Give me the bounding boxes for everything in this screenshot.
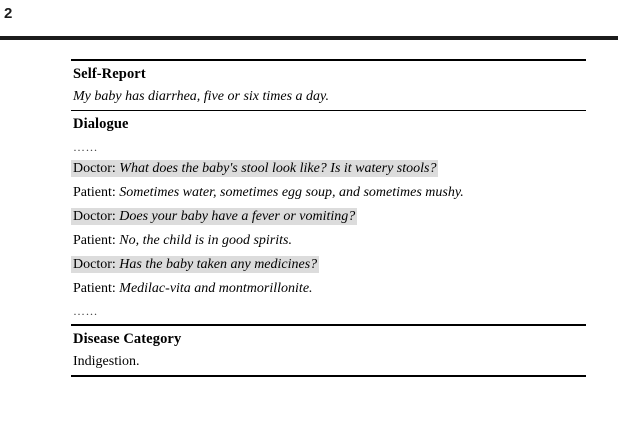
dialogue-turn	[71, 229, 586, 253]
disease-category-text: Indigestion.	[73, 354, 140, 369]
dialogue-turn-bubble	[71, 208, 357, 225]
dialogue-speaker-label: Patient	[73, 185, 112, 200]
dialogue-speaker-separator: :	[111, 209, 116, 224]
example-table	[71, 59, 586, 377]
dialogue-utterance: Has the baby taken any medicines?	[119, 257, 318, 272]
dialogue-turn	[71, 205, 586, 229]
dialogue-body	[71, 135, 586, 324]
dialogue-speaker-separator: :	[111, 161, 116, 176]
dialogue-ellipsis-bottom: ……	[73, 304, 98, 318]
dialogue-speaker-label: Doctor	[73, 257, 112, 272]
dialogue-turn	[71, 253, 586, 277]
dialogue-utterance: Medilac-vita and montmorillonite.	[119, 281, 313, 296]
dialogue-speaker-label: Patient	[73, 281, 112, 296]
table-bottom-rule	[71, 375, 586, 377]
self-report-text: My baby has diarrhea, five or six times a day.	[73, 89, 329, 104]
disease-category-heading: Disease Category	[73, 331, 182, 347]
dialogue-turn	[71, 157, 586, 181]
dialogue-speaker-label: Doctor	[73, 161, 112, 176]
dialogue-heading: Dialogue	[73, 116, 129, 132]
dialogue-speaker-label: Patient	[73, 233, 112, 248]
dialogue-turn-bubble	[71, 280, 315, 297]
dialogue-ellipsis-top: ……	[73, 140, 98, 154]
page-number: 2	[4, 5, 13, 22]
dialogue-turn-bubble	[71, 256, 319, 273]
dialogue-speaker-separator: :	[111, 257, 116, 272]
dialogue-utterance: Does your baby have a fever or vomiting?	[119, 209, 356, 224]
dialogue-turn-bubble	[71, 184, 466, 201]
dialogue-turn-bubble	[71, 232, 294, 249]
dialogue-speaker-label: Doctor	[73, 209, 112, 224]
page-header-rule	[0, 36, 618, 40]
dialogue-utterance: No, the child is in good spirits.	[119, 233, 292, 248]
dialogue-turn	[71, 277, 586, 301]
dialogue-speaker-separator: :	[111, 233, 116, 248]
dialogue-utterance: Sometimes water, sometimes egg soup, and sometimes mushy.	[119, 185, 464, 200]
dialogue-turn-bubble	[71, 160, 438, 177]
dialogue-utterance: What does the baby's stool look like? Is it watery stools?	[119, 161, 437, 176]
dialogue-speaker-separator: :	[111, 185, 116, 200]
self-report-heading: Self-Report	[73, 66, 146, 82]
dialogue-turn	[71, 181, 586, 205]
dialogue-speaker-separator: :	[111, 281, 116, 296]
